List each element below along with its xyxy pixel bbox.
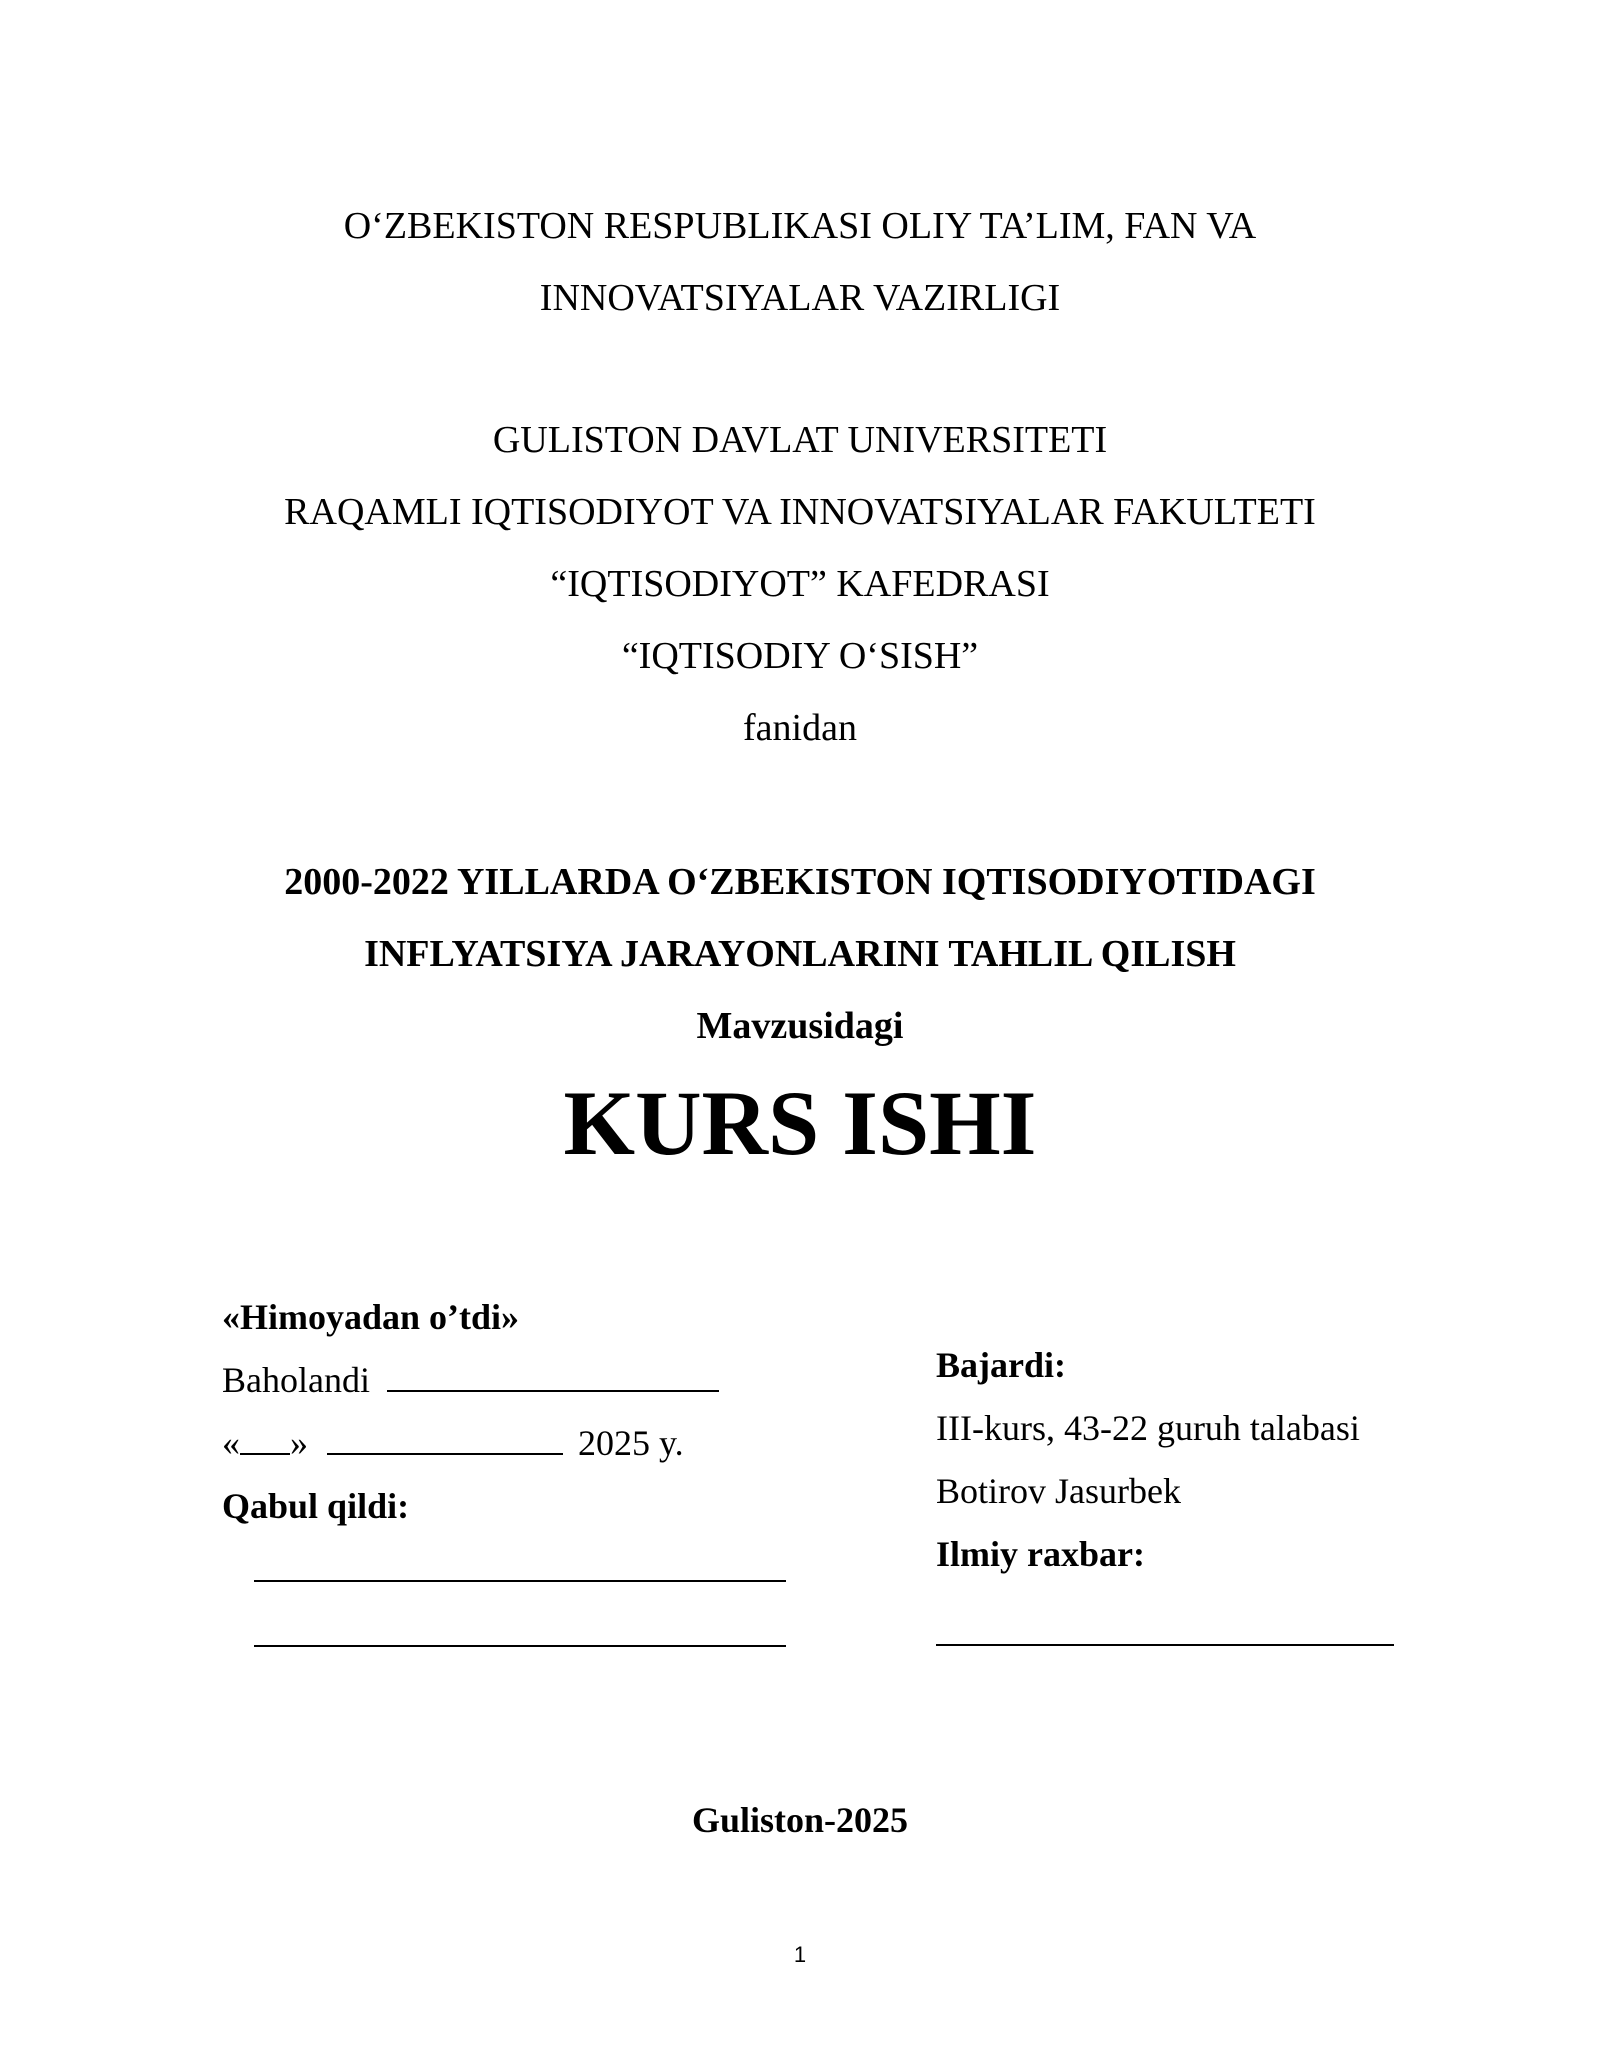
institution-block [0,404,1600,764]
author-block [936,1334,1360,1586]
topic-line-2: INFLYATSIYA JARAYONLARINI TAHLIL QILISH [364,933,1236,975]
day-blank [240,1423,290,1455]
done-label: Bajardi: [936,1345,1066,1385]
accepted-label: Qabul qildi: [222,1486,410,1526]
accepted-signature-lines [254,1540,786,1670]
student-group: III-kurs, 43-22 guruh talabasi [936,1408,1360,1448]
topic-title [0,846,1600,1062]
supervisor-label: Ilmiy raxbar: [936,1534,1145,1574]
city-year: Guliston-2025 [691,1800,909,1840]
university-name: GULISTON DAVLAT UNIVERSITETI [492,419,1108,461]
ministry-line-1: O‘ZBEKISTON RESPUBLIKASI OLIY TA’LIM, FAN VA [343,205,1257,247]
graded-label: Baholandi [222,1360,370,1400]
work-type-title: KURS ISHI [563,1072,1037,1174]
page-number: 1 [793,1942,807,1967]
date-row [222,1412,719,1475]
topic-line-3: Mavzusidagi [696,1005,904,1047]
graded-row [222,1349,719,1412]
ministry-line-2: INNOVATSIYALAR VAZIRLIGI [539,277,1061,319]
student-name: Botirov Jasurbek [936,1471,1181,1511]
subject-name: “IQTISODIY O‘SISH” [621,635,979,677]
grade-blank [387,1360,719,1392]
defense-status: «Himoyadan o’tdi» [222,1297,520,1337]
topic-line-1: 2000-2022 YILLARDA O‘ZBEKISTON IQTISODIYOTIDAGI [284,861,1316,903]
faculty-name: RAQAMLI IQTISODIYOT VA INNOVATSIYALAR FAKULTETI [284,491,1316,533]
defense-year: 2025 y. [578,1423,684,1463]
ministry-heading [0,190,1600,334]
signature-line [254,1605,786,1647]
month-blank [327,1423,563,1455]
signature-line [936,1604,1394,1646]
supervisor-signature-line [936,1604,1394,1669]
subject-suffix: fanidan [743,707,857,749]
date-quote-close: » [290,1423,308,1463]
defense-block [222,1286,719,1538]
department-name: “IQTISODIYOT” KAFEDRASI [550,563,1050,605]
signature-line [254,1540,786,1582]
date-quote-open: « [222,1423,240,1463]
